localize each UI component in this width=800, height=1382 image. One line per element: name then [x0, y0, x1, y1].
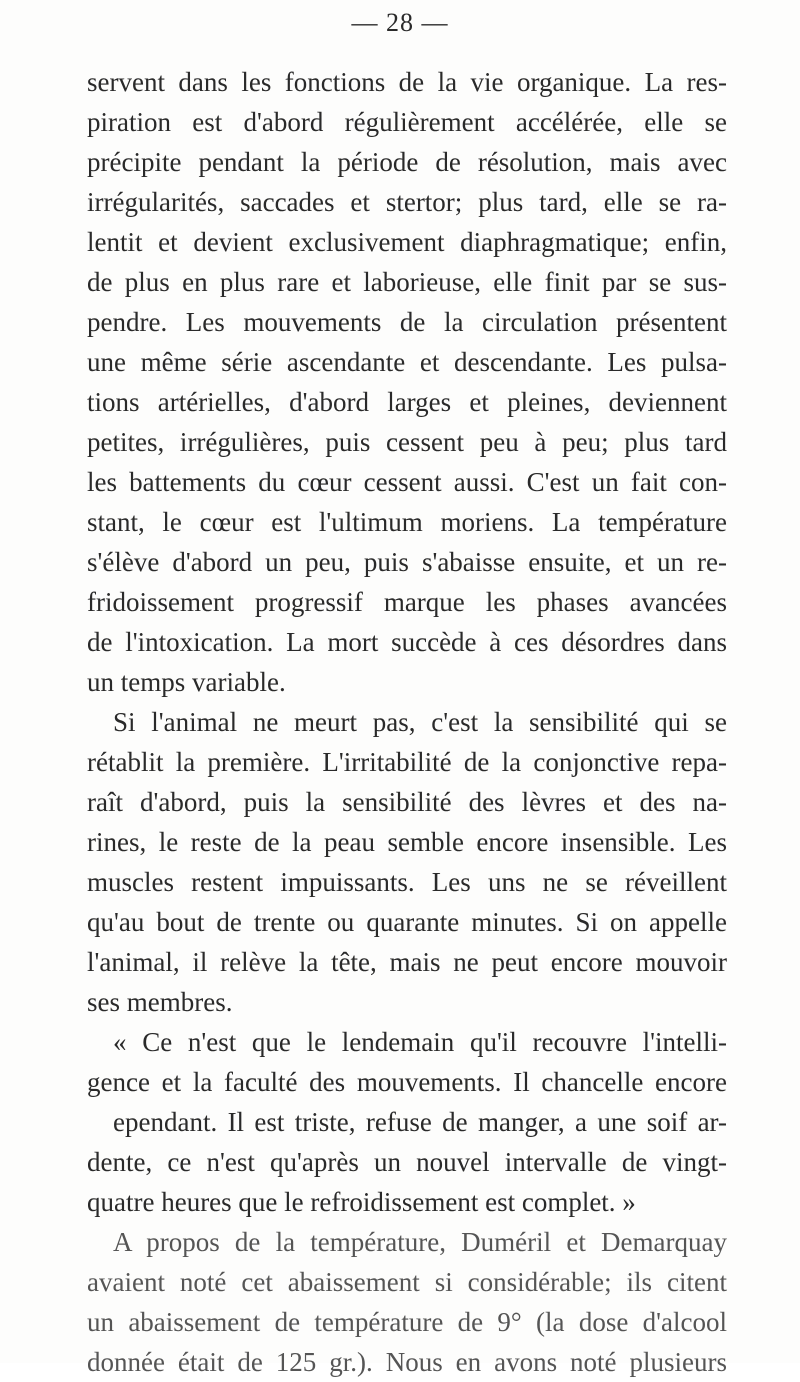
body-text [87, 62, 727, 1382]
text-line: une même série ascendante et descendante. Les pulsa- [87, 347, 727, 377]
text-line: s'élève d'abord un peu, puis s'abaisse ensuite, et un re- [87, 547, 727, 577]
text-line: avaient noté cet abaissement si considérable; ils citent [87, 1267, 727, 1297]
text-line: servent dans les fonctions de la vie organique. La res- [87, 67, 727, 97]
text-line: précipite pendant la période de résolution, mais avec [87, 147, 727, 177]
text-line: un temps variable. [87, 667, 286, 697]
text-line: de l'intoxication. La mort succède à ces désordres dans [87, 627, 727, 657]
text-line: Si l'animal ne meurt pas, c'est la sensibilité qui se [113, 707, 727, 737]
text-line: dente, ce n'est qu'après un nouvel intervalle de vingt- [87, 1147, 727, 1177]
text-line: irrégularités, saccades et stertor; plus tard, elle se ra- [87, 187, 727, 217]
text-line: lentit et devient exclusivement diaphragmatique; enfin, [87, 227, 727, 257]
text-line: rétablit la première. L'irritabilité de la conjonctive repa- [87, 747, 727, 777]
text-line: gence et la faculté des mouvements. Il chancelle encore [87, 1067, 727, 1097]
page-number: — 28 — [351, 8, 449, 37]
text-line: piration est d'abord régulièrement accélérée, elle se [87, 107, 727, 137]
text-line: donnée était de 125 gr.). Nous en avons noté plusieurs [87, 1347, 727, 1377]
text-line: « Ce n'est que le lendemain qu'il recouvre l'intelli- [113, 1027, 727, 1057]
text-line: muscles restent impuissants. Les uns ne se réveillent [87, 867, 727, 897]
text-line: les battements du cœur cessent aussi. C'est un fait con- [87, 467, 727, 497]
text-line: A propos de la température, Duméril et Demarquay [113, 1227, 727, 1257]
text-line: pendre. Les mouvements de la circulation présentent [87, 307, 727, 337]
text-line: ependant. Il est triste, refuse de manger, a une soif ar- [113, 1107, 727, 1137]
text-line: de plus en plus rare et laborieuse, elle finit par se sus- [87, 267, 727, 297]
text-line: un abaissement de température de 9° (la dose d'alcool [87, 1307, 727, 1337]
text-line: raît d'abord, puis la sensibilité des lèvres et des na- [87, 787, 727, 817]
text-line: petites, irrégulières, puis cessent peu à peu; plus tard [87, 427, 727, 457]
text-line: fridoissement progressif marque les phases avancées [87, 587, 727, 617]
text-line: qu'au bout de trente ou quarante minutes. Si on appelle [87, 907, 727, 937]
text-line: tions artérielles, d'abord larges et pleines, deviennent [87, 387, 727, 417]
text-line: l'animal, il relève la tête, mais ne peut encore mouvoir [87, 947, 727, 977]
text-line: ses membres. [87, 987, 233, 1017]
text-line: rines, le reste de la peau semble encore insensible. Les [87, 827, 727, 857]
text-line: quatre heures que le refroidissement est complet. » [87, 1187, 636, 1217]
text-line: stant, le cœur est l'ultimum moriens. La température [87, 507, 727, 537]
